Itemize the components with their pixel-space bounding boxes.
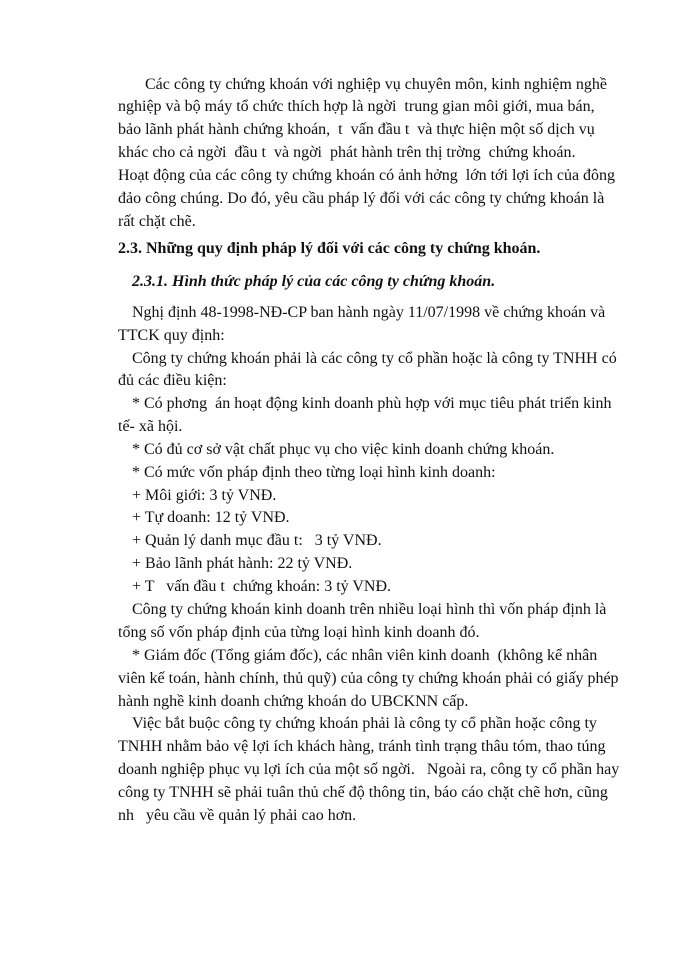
text-line: * Giám đốc (Tổng giám đốc), các nhân viên kinh doanh (không kể nhân — [132, 647, 598, 664]
text-line: TNHH nhằm bảo vệ lợi ích khách hàng, tránh tình trạng thâu tóm, thao túng — [118, 738, 606, 755]
text-line: * Có phơng án hoạt động kinh doanh phù hợp với mục tiêu phát triển kinh — [132, 395, 612, 412]
text-line: Việc bắt buộc công ty chứng khoán phải là công ty cổ phần hoặc công ty — [132, 715, 597, 732]
text-line: Nghị định 48-1998-NĐ-CP ban hành ngày 11/07/1998 về chứng khoán và — [132, 304, 606, 321]
text-line: * Có đủ cơ sở vật chất phục vụ cho việc kinh doanh chứng khoán. — [132, 441, 555, 458]
text-line: viên kế toán, hành chính, thủ quỹ) của công ty chứng khoán phải có giấy phép — [118, 670, 619, 687]
text-line: tổng số vốn pháp định của từng loại hình kinh doanh đó. — [118, 624, 480, 641]
text-line: + Môi giới: 3 tỷ VNĐ. — [132, 487, 277, 504]
text-line: doanh nghiệp phục vụ lợi ích của một số ngời. Ngoài ra, công ty cổ phần hay — [118, 761, 620, 778]
text-line: TTCK quy định: — [118, 327, 225, 344]
text-line: đủ các điều kiện: — [118, 372, 227, 389]
text-line: Công ty chứng khoán phải là các công ty cổ phần hoặc là công ty TNHH có — [132, 350, 617, 367]
text-line: Các công ty chứng khoán với nghiệp vụ chuyên môn, kinh nghiệm nghề — [145, 76, 607, 93]
text-line: công ty TNHH sẽ phải tuân thủ chế độ thông tin, báo cáo chặt chẽ hơn, cũng — [118, 784, 608, 801]
text-line: + T vấn đầu t chứng khoán: 3 tỷ VNĐ. — [132, 578, 392, 595]
text-line: rất chặt chẽ. — [118, 213, 196, 230]
text-line: nghiệp và bộ máy tổ chức thích hợp là ngời trung gian môi giới, mua bán, — [118, 98, 595, 115]
text-line: bảo lãnh phát hành chứng khoán, t vấn đầu t và thực hiện một số dịch vụ — [118, 121, 595, 138]
text-line: * Có mức vốn pháp định theo từng loại hình kinh doanh: — [132, 464, 496, 481]
text-line: Công ty chứng khoán kinh doanh trên nhiều loại hình thì vốn pháp định là — [132, 601, 607, 618]
text-line: + Quản lý danh mục đầu t: 3 tỷ VNĐ. — [132, 532, 382, 549]
section-heading: 2.3. Những quy định pháp lý đối với các công ty chứng khoán. — [118, 240, 541, 257]
subsection-heading: 2.3.1. Hình thức pháp lý của các công ty chứng khoán. — [132, 273, 496, 290]
text-line: khác cho cả ngời đầu t và ngời phát hành trên thị trờng chứng khoán. — [118, 144, 576, 161]
text-line: + Bảo lãnh phát hành: 22 tỷ VNĐ. — [132, 555, 353, 572]
text-line: đảo công chúng. Do đó, yêu cầu pháp lý đối với các công ty chứng khoán là — [118, 190, 605, 207]
text-line: + Tự doanh: 12 tỷ VNĐ. — [132, 509, 290, 526]
text-line: Hoạt động của các công ty chứng khoán có ảnh hởng lớn tới lợi ích của đông — [118, 167, 616, 184]
text-line: hành nghề kinh doanh chứng khoán do UBCKNN cấp. — [118, 693, 469, 710]
text-line: tế- xã hội. — [118, 418, 183, 435]
text-line: nh yêu cầu về quản lý phải cao hơn. — [118, 807, 357, 824]
